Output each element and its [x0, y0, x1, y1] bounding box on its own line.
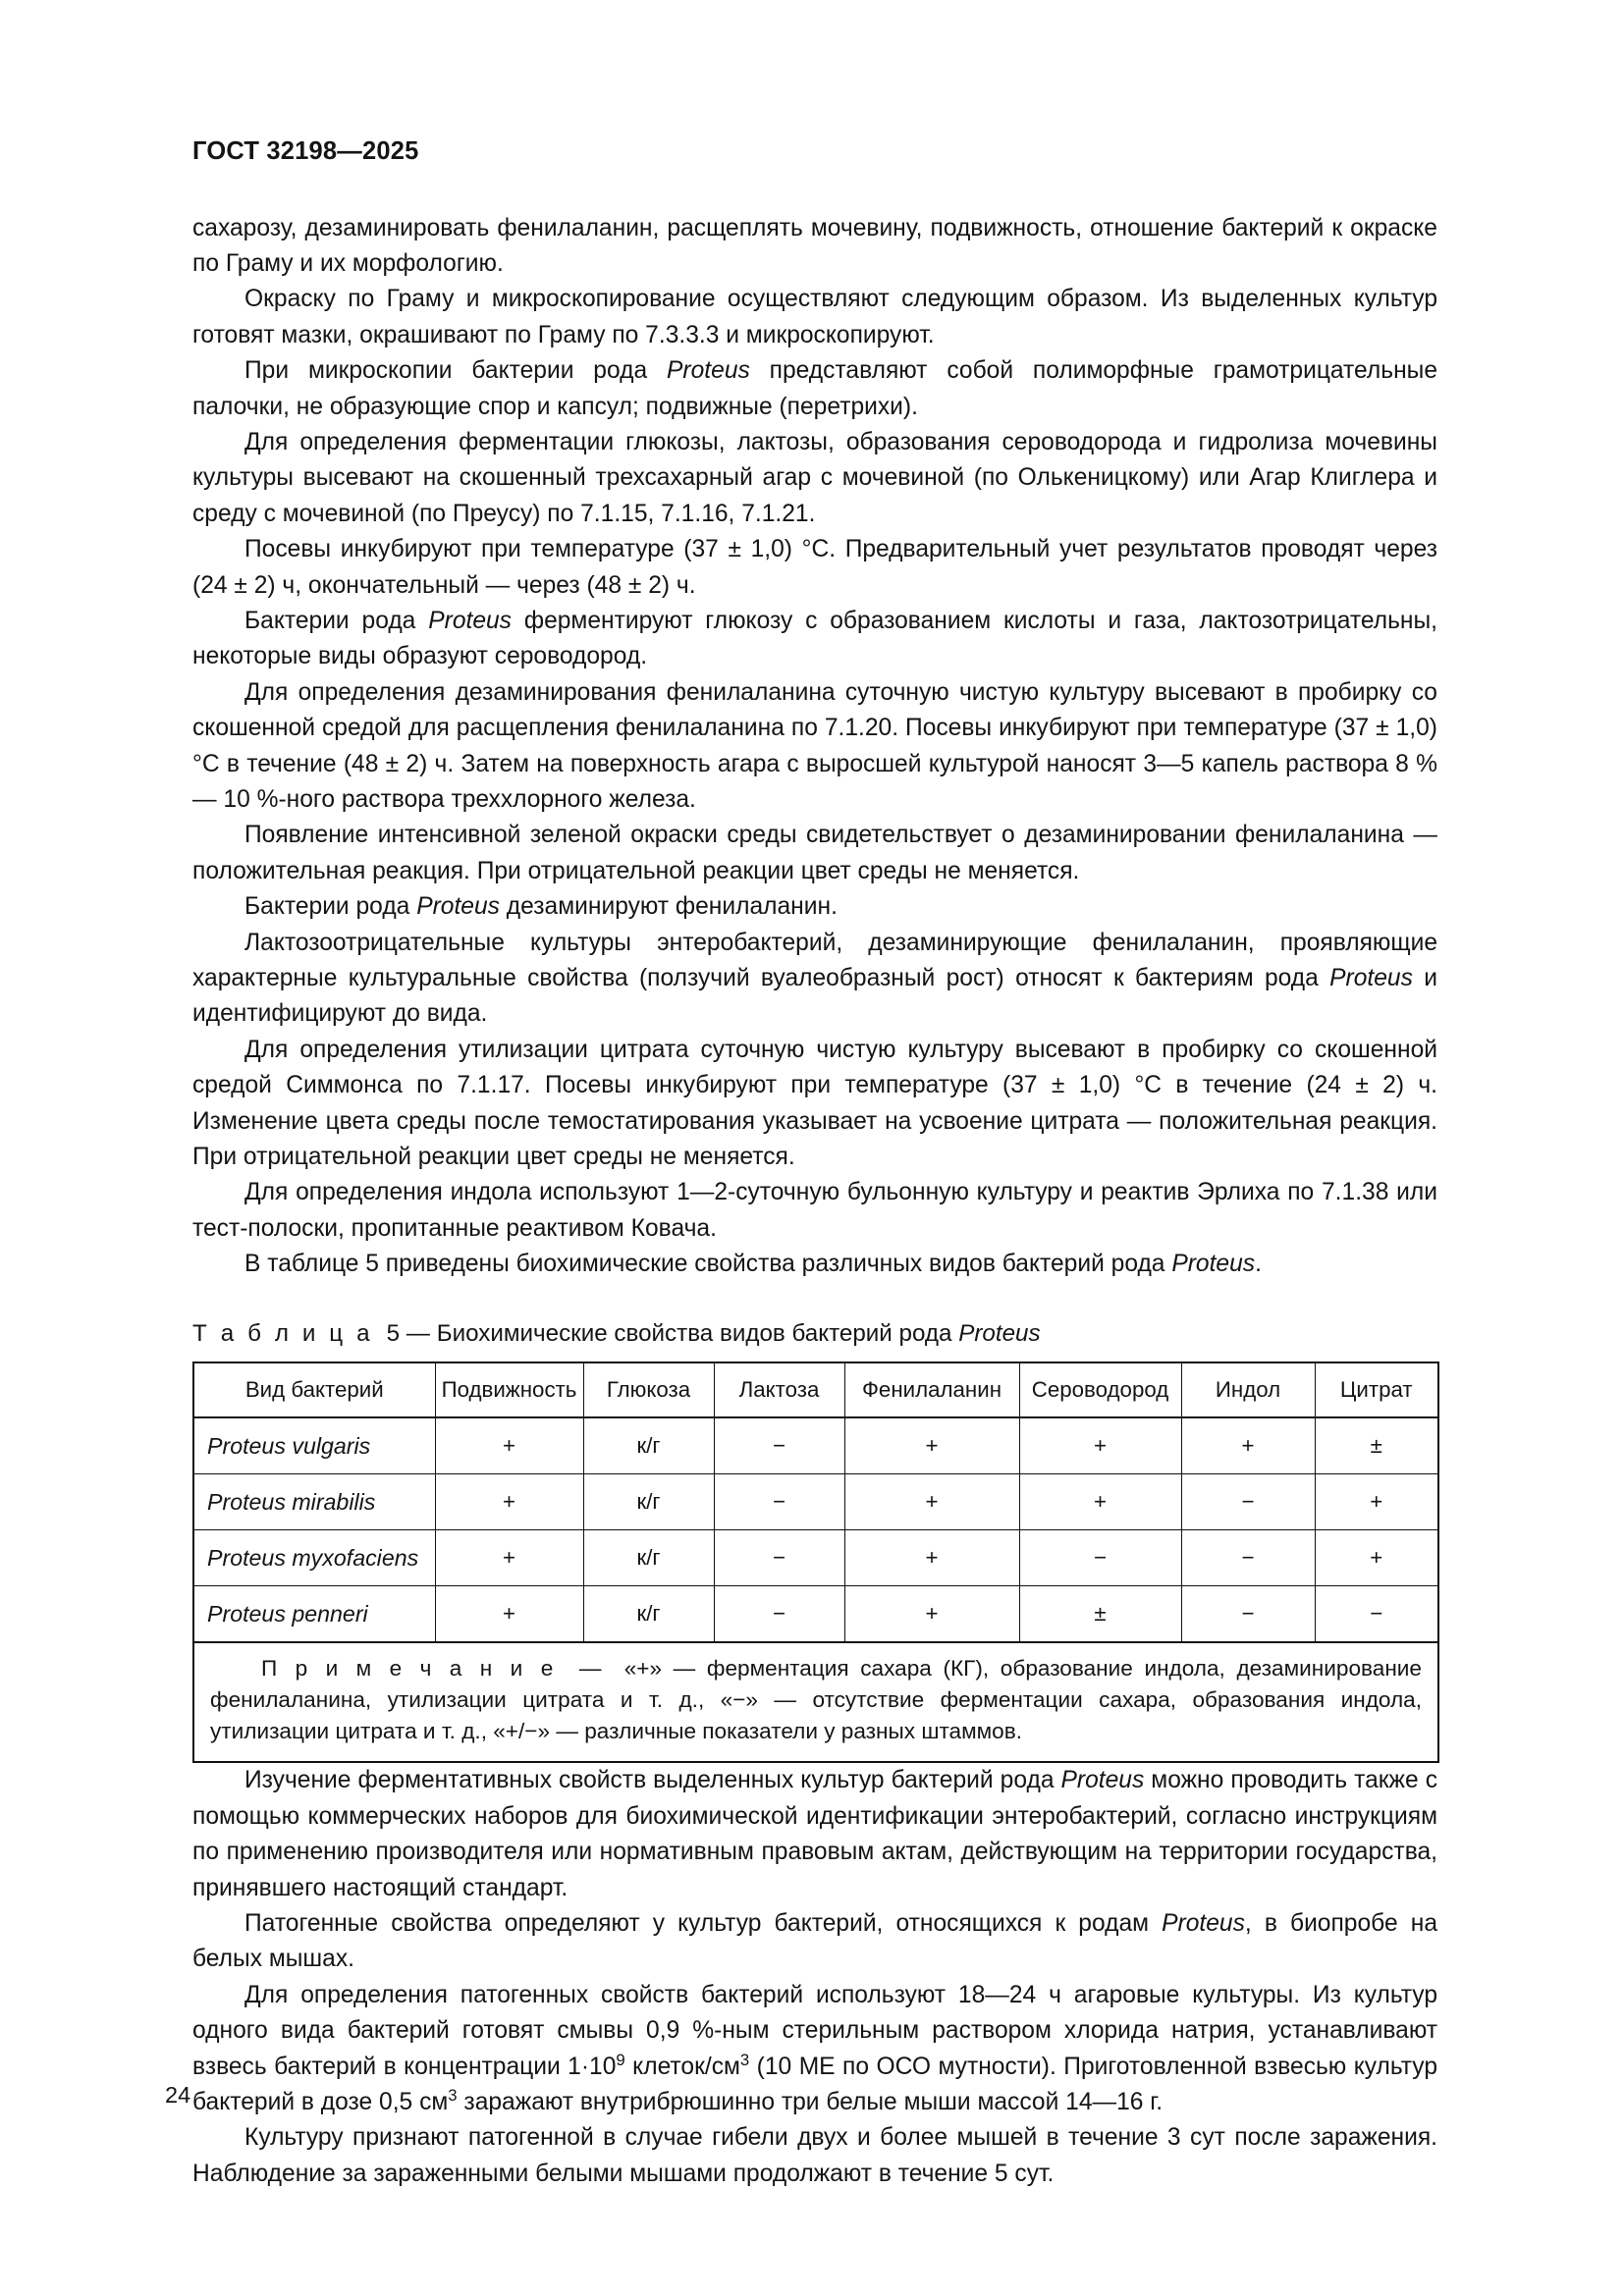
cell-glucose: к/г	[583, 1529, 714, 1585]
text-bioassay-d: заражают внутрибрюшинно три белые мыши массой 14—16 г.	[457, 2088, 1164, 2115]
genus-name-proteus: Proteus	[1162, 1909, 1245, 1937]
cell-species: Proteus myxofaciens	[193, 1529, 435, 1585]
cell-lactose: −	[714, 1417, 844, 1474]
biochemical-properties-table	[192, 1362, 1439, 1764]
table-caption-label: Т а б л и ц а	[192, 1319, 374, 1347]
cell-citrate: +	[1315, 1529, 1438, 1585]
cell-lactose: −	[714, 1529, 844, 1585]
table-row	[193, 1529, 1438, 1585]
table-row	[193, 1473, 1438, 1529]
superscript-cubic-2: 3	[448, 2085, 458, 2105]
cell-phenylalanine: +	[844, 1417, 1019, 1474]
paragraph-green-coloration: Появление интенсивной зеленой окраски среды свидетельствует о дезаминировании фенилаланина — положительная реакция. При отрицательной реакции цвет среды не меняется.	[192, 822, 1437, 884]
paragraph-phenylalanine-deamination: Для определения дезаминирования фенилаланина суточную чистую культуру высевают в пробирку со скошенной средой для расщепления фенилаланина по 7.1.20. Посевы инкубируют при температуре (37 ± 1,0) °С в течение (48 ± 2) ч. Затем на поверхность агара с выросшей культурой наносят 3—5 капель раствора 8 % — 10 %-ного раствора треххлорного железа.	[192, 678, 1437, 813]
table-caption-text: Биохимические свойства видов бактерий рода	[436, 1319, 959, 1347]
cell-phenylalanine: +	[844, 1529, 1019, 1585]
column-header-phenylalanine: Фенилаланин	[844, 1362, 1019, 1417]
cell-motility: +	[435, 1473, 583, 1529]
page-number: 24	[165, 2082, 191, 2108]
genus-name-proteus: Proteus	[667, 357, 750, 385]
text-table-ref-b: .	[1255, 1251, 1262, 1278]
paragraph-citrate-utilization: Для определения утилизации цитрата суточную чистую культуру высевают в пробирку со скошенной средой Симмонса по 7.1.17. Посевы инкубируют при температуре (37 ± 1,0) °С в течение (24 ± 2) ч. Изменение цвета среды после темостатирования указывает на усвоение цитрата — положительная реакция. При отрицательной реакции цвет среды не меняется.	[192, 1036, 1437, 1171]
paragraph-proteus-deaminates	[192, 889, 1437, 925]
paragraph-commercial-kits	[192, 1763, 1437, 1906]
cell-lactose: −	[714, 1473, 844, 1529]
column-header-motility: Подвижность	[435, 1362, 583, 1417]
cell-motility: +	[435, 1585, 583, 1642]
genus-name-proteus: Proteus	[1060, 1767, 1145, 1794]
superscript-cubic-1: 3	[739, 2050, 750, 2069]
table-note-text-block	[210, 1653, 1422, 1748]
text-glucose-a: Бактерии рода	[244, 607, 429, 634]
text-pathogenic-b: , в биопробе на белых мышах.	[192, 1909, 1437, 1973]
paragraph-pathogenicity-criteria: Культуру признают патогенной в случае гибели двух и более мышей в течение 3 сут после заражения. Наблюдение за зараженными белыми мышами продолжают в течение 5 сут.	[192, 2124, 1437, 2187]
text-microscopy-a: При микроскопии бактерии рода	[244, 357, 668, 385]
table-note-row	[193, 1642, 1438, 1763]
page-content	[192, 139, 1437, 2192]
paragraph-gram-staining: Окраску по Граму и микроскопирование осуществляют следующим образом. Из выделенных культур готовят мазки, окрашивают по Граму по 7.3.3.3 и микроскопируют.	[192, 286, 1437, 348]
cell-glucose: к/г	[583, 1417, 714, 1474]
cell-species: Proteus mirabilis	[193, 1473, 435, 1529]
table-note-text: «+» — ферментация сахара (КГ), образование индола, дезаминирование фенилаланина, утилизации цитрата и т. д., «−» — отсутствие ферментации сахара, образования индола, утилизации цитрата и т. д., «+/−» — различные показатели у разных штаммов.	[210, 1655, 1422, 1744]
text-kits-a: Изучение ферментативных свойств выделенных культур бактерий рода	[244, 1767, 1061, 1794]
table-header-row	[193, 1362, 1438, 1417]
paragraph-microscopy	[192, 353, 1437, 425]
paragraph-incubation: Посевы инкубируют при температуре (37 ± 1,0) °С. Предварительный учет результатов проводят через (24 ± 2) ч, окончательный — через (48 ± 2) ч.	[192, 536, 1437, 599]
cell-citrate: −	[1315, 1585, 1438, 1642]
column-header-glucose: Глюкоза	[583, 1362, 714, 1417]
document-standard-header: ГОСТ 32198—2025	[192, 137, 419, 165]
column-header-citrate: Цитрат	[1315, 1362, 1438, 1417]
cell-glucose: к/г	[583, 1473, 714, 1529]
cell-motility: +	[435, 1529, 583, 1585]
paragraph-pathogenic-properties	[192, 1906, 1437, 1978]
text-glucose-b: ферментируют глюкозу с образованием кислоты и газа, лактозотрицательны, некоторые виды образуют сероводород.	[192, 607, 1437, 670]
text-microscopy-b: представляют собой полиморфные грамотрицательные палочки, не образующие спор и капсул; подвижные (перетрихи).	[192, 357, 1438, 420]
cell-species: Proteus vulgaris	[193, 1417, 435, 1474]
paragraph-glucose-fermentation	[192, 604, 1437, 675]
cell-indole: +	[1181, 1417, 1315, 1474]
column-header-species: Вид бактерий	[193, 1362, 435, 1417]
cell-hydrogen-sulfide: ±	[1019, 1585, 1181, 1642]
text-kits-b: можно проводить также с помощью коммерческих наборов для биохимической идентификации энтеробактерий, согласно инструкциям по применению производителя или нормативным правовым актам, действующим на территории государства, принявшего настоящий стандарт.	[192, 1767, 1437, 1901]
cell-hydrogen-sulfide: +	[1019, 1473, 1181, 1529]
table-row	[193, 1417, 1438, 1474]
genus-name-proteus: Proteus	[416, 893, 500, 921]
text-table-ref-a: В таблице 5 приведены биохимические свойства различных видов бактерий рода	[244, 1251, 1172, 1278]
genus-name-proteus: Proteus	[1329, 965, 1413, 992]
column-header-indole: Индол	[1181, 1362, 1315, 1417]
table-caption-number: 5	[386, 1319, 401, 1347]
cell-indole: −	[1181, 1529, 1315, 1585]
text-deaminate-a: Бактерии рода	[244, 893, 417, 921]
cell-motility: +	[435, 1417, 583, 1474]
text-bioassay-b: клеток/см	[624, 2053, 740, 2080]
cell-citrate: ±	[1315, 1417, 1438, 1474]
table-row	[193, 1585, 1438, 1642]
column-header-lactose: Лактоза	[714, 1362, 844, 1417]
paragraph-fermentation-media: Для определения ферментации глюкозы, лактозы, образования сероводорода и гидролиза мочевины культуры высевают на скошенный трехсахарный агар с мочевиной (по Олькеницкому) или Агар Клиглера и среду с мочевиной (по Преусу) по 7.1.15, 7.1.16, 7.1.21.	[192, 428, 1437, 527]
table-caption	[192, 1318, 1437, 1350]
table-caption-dash: —	[406, 1319, 430, 1347]
cell-hydrogen-sulfide: −	[1019, 1529, 1181, 1585]
paragraph-sucrose-deamination: сахарозу, дезаминировать фенилаланин, расщеплять мочевину, подвижность, отношение бактерий к окраске по Граму и их морфологию.	[192, 214, 1437, 277]
text-pathogenic-a: Патогенные свойства определяют у культур бактерий, относящихся к родам	[244, 1909, 1163, 1937]
genus-name-proteus: Proteus	[428, 607, 512, 634]
cell-lactose: −	[714, 1585, 844, 1642]
cell-hydrogen-sulfide: +	[1019, 1417, 1181, 1474]
table-note-label: П р и м е ч а н и е	[261, 1655, 557, 1681]
paragraph-bioassay-procedure	[192, 1978, 1437, 2121]
text-bioassay-a: Для определения патогенных свойств бактерий используют 18—24 ч агаровые культуры. Из культур одного вида бактерий готовят смывы 0,9 %-ным стерильным раствором хлорида натрия, устанавливают взвесь бактерий в концентрации 1·10	[192, 1981, 1437, 2080]
text-lactose-neg-a: Лактозоотрицательные культуры энтеробактерий, дезаминирующие фенилаланин, проявляющие характерные культуральные свойства (ползучий вуалеобразный рост) относят к бактериям рода	[192, 929, 1437, 992]
table-caption-genus: Proteus	[958, 1319, 1041, 1347]
cell-phenylalanine: +	[844, 1585, 1019, 1642]
cell-phenylalanine: +	[844, 1473, 1019, 1529]
text-bioassay-c: (10 МЕ по ОСО мутности). Приготовленной взвесью культур бактерий в дозе 0,5 см	[192, 2053, 1437, 2115]
text-deaminate-b: дезаминируют фенилаланин.	[499, 893, 838, 921]
cell-indole: −	[1181, 1473, 1315, 1529]
paragraph-lactose-negative-cultures	[192, 926, 1437, 1033]
cell-species: Proteus penneri	[193, 1585, 435, 1642]
genus-name-proteus: Proteus	[1171, 1251, 1256, 1278]
table-note-dash: —	[578, 1655, 602, 1681]
cell-citrate: +	[1315, 1473, 1438, 1529]
paragraph-indole-determination: Для определения индола используют 1—2-суточную бульонную культуру и реактив Эрлиха по 7.1.38 или тест-полоски, пропитанные реактивом Ковача.	[192, 1179, 1437, 1242]
cell-indole: −	[1181, 1585, 1315, 1642]
superscript-exponent-9: 9	[616, 2050, 625, 2069]
paragraph-table-reference	[192, 1247, 1437, 1282]
text-lactose-neg-b: и идентифицируют до вида.	[192, 965, 1437, 1028]
column-header-hydrogen-sulfide: Сероводород	[1019, 1362, 1181, 1417]
cell-glucose: к/г	[583, 1585, 714, 1642]
table-note-cell	[193, 1642, 1438, 1763]
